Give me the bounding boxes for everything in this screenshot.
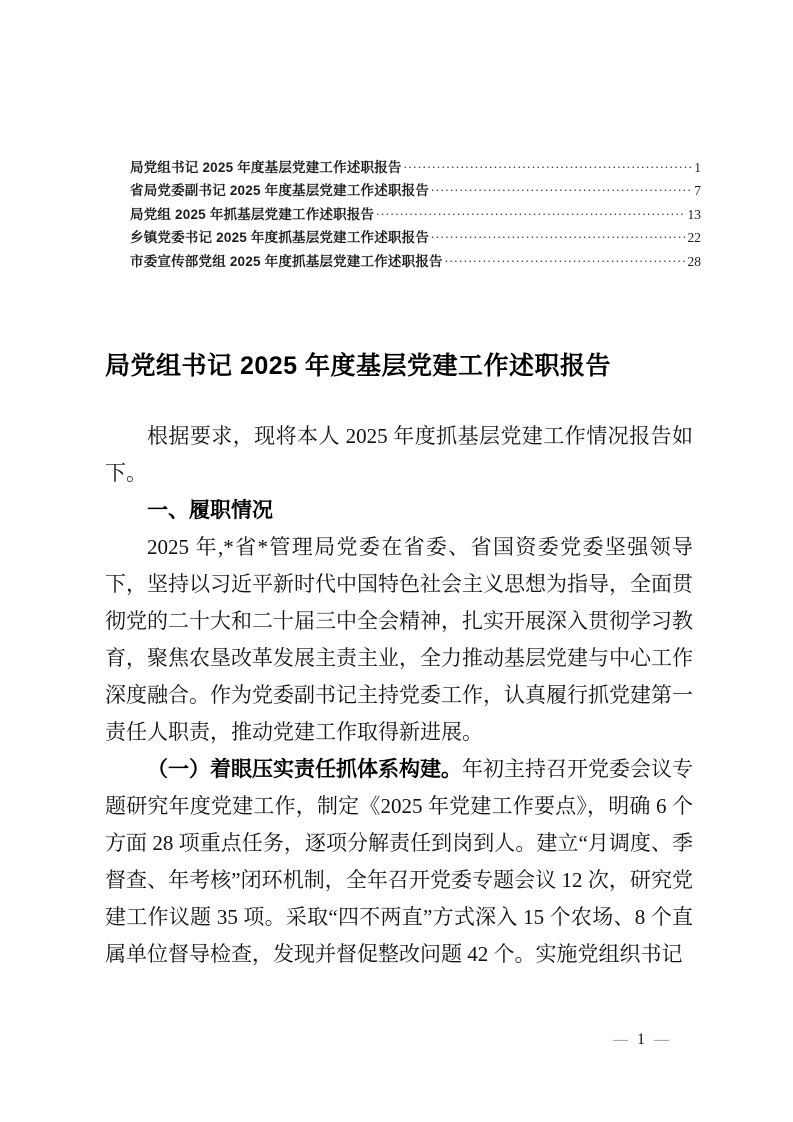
toc-entry-3[interactable] — [130, 203, 701, 226]
section-heading-1: 一、履职情况 — [147, 499, 273, 522]
toc-entry-title: 局党组 2025 年抓基层党建工作述职报告 — [130, 206, 375, 222]
toc-dot-leader — [431, 181, 692, 195]
subsection-lead: （一）着眼压实责任抓体系构建。 — [147, 757, 462, 781]
footer-page-number: 1 — [637, 1031, 645, 1048]
toc-entry-page-number: 7 — [694, 183, 701, 199]
paragraph-overview: 2025 年,*省*管理局党委在省委、省国资委党委坚强领导下，坚持以习近平新时代中国特色社会主义思想为指导，全面贯彻党的二十大和二十届三中全会精神，扎实开展深入贯彻学习教育，聚焦农垦改革发展主责主业，全力推动基层党建与中心工作深度融合。作为党委副书记主持党委工作，认真履行抓党建第一责任人职责，推动党建工作取得新进展。 — [105, 535, 693, 744]
paragraph-intro: 根据要求，现将本人 2025 年度抓基层党建工作情况报告如下。 — [105, 424, 693, 485]
toc-entry-1[interactable] — [130, 156, 701, 179]
toc-entry-4[interactable] — [130, 226, 701, 249]
footer-dash-left: — — [613, 1031, 628, 1048]
toc-entry-page-number: 28 — [687, 253, 701, 269]
toc-entry-title: 市委宣传部党组 2025 年度抓基层党建工作述职报告 — [130, 253, 443, 269]
table-of-contents — [130, 156, 701, 273]
toc-entry-page-number: 13 — [687, 206, 701, 222]
document-title: 局党组书记 2025 年度基层党建工作述职报告 — [105, 351, 612, 380]
toc-dot-leader — [445, 252, 686, 266]
toc-entry-title: 乡镇党委书记 2025 年度抓基层党建工作述职报告 — [130, 230, 430, 246]
subsection-text: 年初主持召开党委会议专题研究年度党建工作，制定《2025 年党建工作要点》，明确 6 个方面 28 项重点任务，逐项分解责任到岗到人。建立“月调度、季督查、年考核”闭环机制，全年召开党委专题会议 12 次，研究党建工作议题 35 项。采取“四不两直”方式深入 15 个农场、8 个直属单位督导检查，发现并督促整改问题 42 个。实施党组织书记 — [105, 757, 693, 966]
document-body — [105, 418, 693, 973]
toc-dot-leader — [376, 205, 685, 219]
toc-entry-2[interactable] — [130, 179, 701, 202]
toc-entry-title: 局党组书记 2025 年度基层党建工作述职报告 — [130, 160, 402, 175]
toc-entry-5[interactable] — [130, 250, 701, 273]
footer-dash-right: — — [654, 1031, 669, 1048]
toc-entry-title: 省局党委副书记 2025 年度基层党建工作述职报告 — [130, 183, 430, 199]
toc-entry-page-number: 1 — [694, 160, 701, 175]
page-number-footer — [613, 1031, 669, 1049]
toc-dot-leader — [404, 158, 693, 172]
paragraph-subsection-1 — [105, 751, 693, 973]
toc-entry-page-number: 22 — [687, 230, 701, 246]
toc-dot-leader — [431, 228, 685, 242]
